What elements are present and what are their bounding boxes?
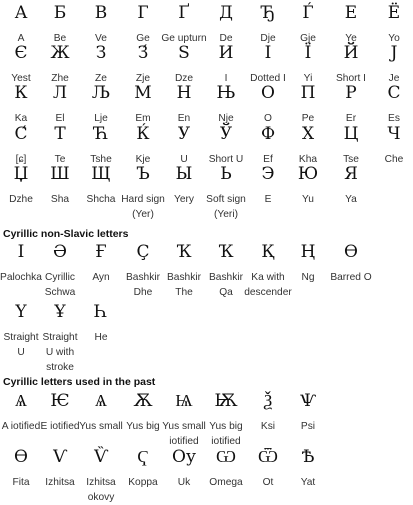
letter-glyph: Ҫ [136, 242, 150, 262]
letter-glyph: Ќ [136, 124, 150, 144]
letter-glyph: Ф [260, 124, 276, 144]
letter-name: Fita [12, 477, 30, 488]
letter-name: [ɕ] [15, 154, 27, 165]
letter-name: El [55, 113, 65, 124]
letter-name: Short I [335, 73, 366, 84]
letter-name: Izhitsa [45, 477, 75, 488]
letter-glyph: П [300, 83, 316, 103]
letter-glyph: А [14, 3, 28, 23]
letter-name: Yery [173, 194, 194, 205]
letter-name: Ze [95, 73, 107, 84]
letter-glyph: Я [344, 164, 358, 184]
letter-name: Barred O [330, 272, 372, 283]
letter-name: E iotified [40, 421, 80, 432]
letter-glyph: И [218, 43, 234, 63]
letter-name: A iotified [1, 421, 41, 432]
letter-glyph: Р [345, 83, 357, 103]
letter-name: Er [345, 113, 357, 124]
letter-glyph: Ҁ [137, 447, 149, 467]
letter-name: Tshe [90, 154, 112, 165]
letter-glyph: Ѥ [50, 391, 70, 411]
letter-glyph: Ҡ [176, 242, 192, 262]
letter-name: Ka [14, 113, 28, 124]
letter-glyph: Ө [344, 242, 358, 262]
letter-name: Omega [209, 477, 243, 488]
letter-name: Kha [298, 154, 318, 165]
letter-glyph: Е [344, 3, 358, 23]
letter-name: Ef [263, 154, 273, 165]
letter-name: Bashkir Dhe [126, 272, 160, 298]
letter-name: Em [135, 113, 151, 124]
letter-name: Bashkir Qa [209, 272, 243, 298]
letter-glyph: Ж [50, 43, 70, 63]
letter-name: Ayn [92, 272, 110, 283]
letter-glyph: Д [219, 3, 233, 23]
letter-glyph: Ь [220, 164, 232, 184]
letter-glyph: Ц [343, 124, 359, 144]
letter-name: Izhitsa okovy [86, 477, 116, 503]
letter-glyph: І [264, 43, 272, 63]
letter-name: Dze [174, 73, 194, 84]
letter-glyph: Ш [50, 164, 70, 184]
letter-name: Yus small [79, 421, 123, 432]
letter-glyph: Г [137, 3, 149, 23]
letter-name: Nje [218, 113, 234, 124]
letter-name: Yus small iotified [162, 421, 206, 447]
letter-glyph: Ѯ [263, 391, 273, 411]
letter-glyph: С́ [14, 124, 28, 144]
letter-glyph: Ы [175, 164, 193, 184]
letter-name: De [219, 33, 233, 44]
letter-cell [75, 303, 127, 345]
letter-glyph: Ч [387, 124, 401, 144]
letter-name: Lje [94, 113, 108, 124]
letter-name: Ve [95, 33, 107, 44]
letter-glyph: Ѧ [94, 391, 108, 411]
letter-glyph: К [14, 83, 28, 103]
letter-name: Straight U [3, 332, 39, 358]
letter-glyph: Ѭ [214, 391, 238, 411]
letter-name: Ng [301, 272, 315, 283]
letter-name: Be [53, 33, 67, 44]
letter-name: Ksi [260, 421, 276, 432]
letter-name: Soft sign (Yeri) [206, 194, 246, 220]
letter-glyph: Ҡ [218, 242, 234, 262]
letter-glyph: Оу [172, 447, 196, 467]
letter-cell [368, 4, 413, 46]
letter-name: A [17, 33, 25, 44]
letter-name: U [180, 154, 188, 165]
letter-name: Uk [177, 477, 191, 488]
letter-glyph: Љ [91, 83, 111, 103]
letter-glyph: М [134, 83, 152, 103]
letter-cell [282, 448, 334, 490]
letter-glyph: Ё [387, 3, 401, 23]
letter-glyph: Ѱ [299, 391, 317, 411]
letter-glyph: Ѣ [301, 447, 315, 467]
letter-name: Zje [135, 73, 151, 84]
letter-glyph: З [95, 43, 107, 63]
letter-name: Koppa [128, 477, 158, 488]
letter-name: Te [54, 154, 66, 165]
letter-name: Yo [388, 33, 400, 44]
letter-glyph: Й [343, 43, 359, 63]
letter-cell [368, 44, 413, 86]
letter-glyph: Ң [300, 242, 316, 262]
letter-name: Ye [345, 33, 357, 44]
letter-glyph: Ә [53, 242, 67, 262]
letter-glyph: Ґ [178, 3, 190, 23]
letter-glyph: Х [301, 124, 315, 144]
letter-name: Dotted I [250, 73, 286, 84]
letter-name: Tse [343, 154, 359, 165]
letter-glyph: Ғ [95, 242, 107, 262]
letter-glyph: Э [261, 164, 275, 184]
letter-name: Ge upturn [161, 33, 207, 44]
letter-glyph: У [177, 124, 191, 144]
letter-name: Kje [135, 154, 151, 165]
letter-name: Yus big [126, 421, 160, 432]
letter-glyph: Ѫ [133, 391, 153, 411]
letter-name: Cyrillic Schwa [44, 272, 76, 298]
letter-name: Palochka [0, 272, 42, 283]
letter-name: Pe [301, 113, 315, 124]
letter-glyph: Ѵ [52, 447, 68, 467]
letter-glyph: Ї [304, 43, 312, 63]
letter-glyph: Т [54, 124, 66, 144]
letter-glyph: Ѷ [93, 447, 109, 467]
letter-glyph: Н [176, 83, 192, 103]
letter-glyph: В [94, 3, 108, 23]
letter-name: Yat [300, 477, 316, 488]
section-heading-non-slavic: Cyrillic non-Slavic letters [3, 228, 129, 240]
letter-glyph: Щ [91, 164, 111, 184]
letter-glyph: Қ [261, 242, 275, 262]
letter-name: Psi [300, 421, 316, 432]
letter-glyph: Є [14, 43, 28, 63]
letter-name: Yest [11, 73, 31, 84]
letter-name: Short U [208, 154, 244, 165]
letter-cell [282, 392, 334, 434]
letter-name: Yus big iotified [209, 421, 243, 447]
letter-name: Yu [302, 194, 314, 205]
section-heading-past-letters: Cyrillic letters used in the past [3, 376, 156, 388]
letter-glyph: С [387, 83, 401, 103]
letter-name: En [177, 113, 191, 124]
letter-glyph: Ѩ [175, 391, 193, 411]
letter-glyph: Ю [297, 164, 319, 184]
letter-name: Hard sign (Yer) [121, 194, 165, 220]
letter-glyph: З́ [137, 43, 149, 63]
letter-glyph: Ѳ [14, 447, 28, 467]
letter-glyph: Џ [13, 164, 29, 184]
letter-glyph: Ѡ [216, 447, 236, 467]
letter-glyph: Ѿ [258, 447, 278, 467]
letter-name: Sha [50, 194, 70, 205]
letter-glyph: Ӏ [17, 242, 25, 262]
letter-cell [368, 84, 413, 126]
letter-name: Ka with descender [244, 272, 292, 298]
letter-glyph: Һ [94, 302, 108, 322]
letter-glyph: Ћ [93, 124, 109, 144]
letter-name: I [224, 73, 228, 84]
letter-name: Es [388, 113, 400, 124]
letter-name: Gje [300, 33, 316, 44]
letter-name: He [94, 332, 108, 343]
letter-name: Ot [262, 477, 274, 488]
letter-glyph: Ђ [261, 3, 275, 23]
letter-glyph: Б [53, 3, 67, 23]
letter-name: Je [388, 73, 400, 84]
letter-name: Yi [303, 73, 313, 84]
letter-glyph: Ұ [54, 302, 66, 322]
letter-name: Ya [345, 194, 357, 205]
letter-cell [368, 125, 413, 167]
letter-glyph: О [261, 83, 275, 103]
letter-glyph: Ў [219, 124, 233, 144]
letter-name: Shcha [86, 194, 116, 205]
letter-name: Che [384, 154, 404, 165]
letter-glyph: Ѓ [302, 3, 314, 23]
letter-glyph: Ј [390, 43, 398, 63]
letter-name: Bashkir The [167, 272, 201, 298]
letter-cell [325, 243, 377, 285]
letter-cell [325, 165, 377, 207]
letter-name: Dje [260, 33, 276, 44]
letter-glyph: Л [52, 83, 68, 103]
letter-glyph: Њ [216, 83, 236, 103]
letter-name: Straight U with stroke [42, 332, 78, 373]
letter-name: Dzhe [9, 194, 33, 205]
letter-glyph: Ү [15, 302, 27, 322]
letter-glyph: Ѧ [14, 391, 28, 411]
letter-name: Zhe [51, 73, 69, 84]
letter-glyph: Ъ [136, 164, 150, 184]
letter-name: E [264, 194, 272, 205]
letter-name: Ge [136, 33, 150, 44]
letter-glyph: Ѕ [178, 43, 190, 63]
letter-name: O [264, 113, 272, 124]
